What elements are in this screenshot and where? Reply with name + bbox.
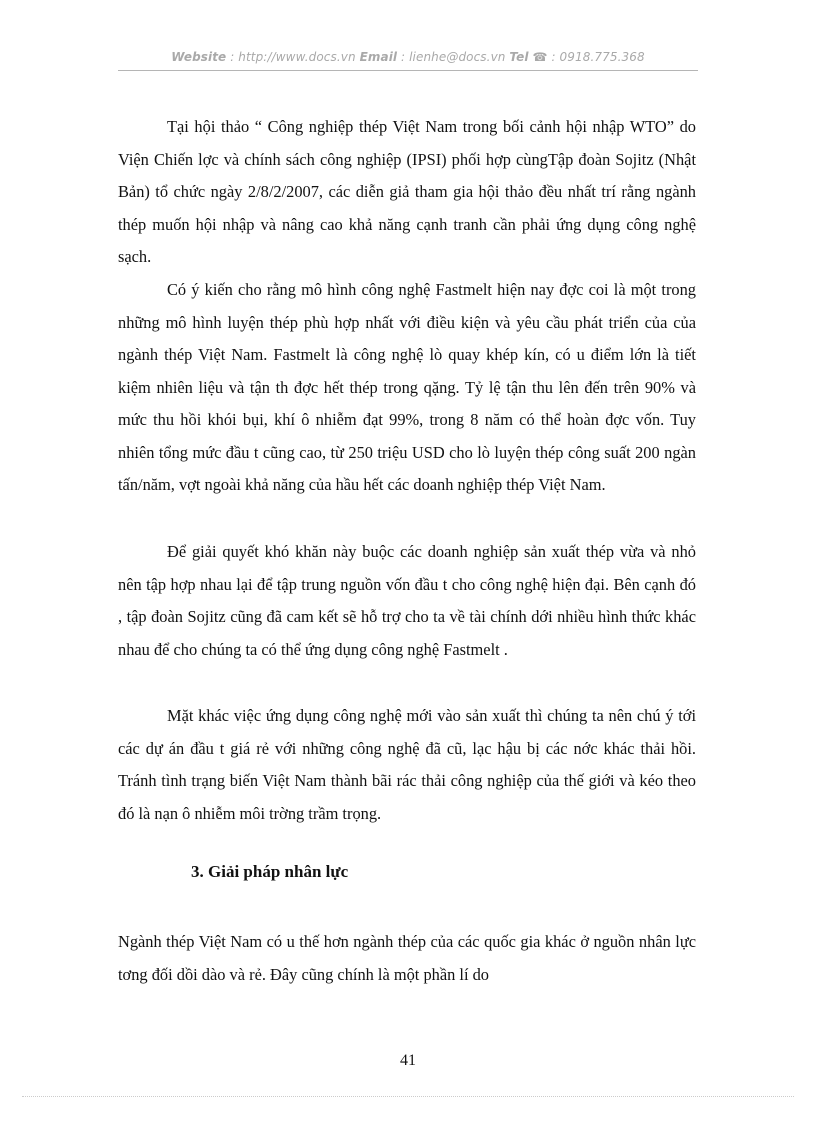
header-divider [118,70,698,71]
page-header [118,50,698,64]
website-url: : http://www.docs.vn [230,50,356,64]
tel-label: Tel [509,50,529,64]
page-number: 41 [400,1052,416,1069]
email-address: : lienhe@docs.vn [401,50,506,64]
paragraph-caution: Mặt khác việc ứng dụng công nghệ mới vào sản xuất thì chúng ta nên chú ý tới các dự án đầu t giá rẻ với những công nghệ đã cũ, lạc hậu bị các nớc khác thải hồi. Tránh tình trạng biến Việt Nam thành bãi rác thải công nghiệp của thế giới và kéo theo đó là nạn ô nhiễm môi trờng trầm trọng. [118,706,696,823]
section-heading: 3. Giải pháp nhân lực [191,862,349,881]
paragraph-fastmelt: Có ý kiến cho rằng mô hình công nghệ Fastmelt hiện nay đợc coi là một trong những mô hình luyện thép phù hợp nhất với điều kiện và yêu cầu phát triển của của ngành thép Việt Nam. Fastmelt là công nghệ lò quay khép kín, có u điểm lớn là tiết kiệm nhiên liệu và tận th đợc hết thép trong qặng. Tỷ lệ tận thu lên đến trên 90% và mức thu hồi khói bụi, khí ô nhiễm đạt 99%, trong 8 năm có thể hoàn đợc vốn. Tuy nhiên tổng mức đầu t cũng cao, từ 250 triệu USD cho lò luyện thép công suất 200 ngàn tấn/năm, vợt ngoài khả năng của hầu hết các doanh nghiệp thép Việt Nam. [118,280,696,494]
email-label: Email [359,50,398,64]
phone-number: ☎ : 0918.775.368 [532,50,645,64]
paragraph-conference: Tại hội thảo “ Công nghiệp thép Việt Nam trong bối cảnh hội nhập WTO” do Viện Chiến lợc và chính sách công nghiệp (IPSI) phối hợp cùngTập đoàn Sojitz (Nhật Bản) tổ chức ngày 2/8/2/2007, các diễn giả tham gia hội thảo đều nhất trí rằng ngành thép muốn hội nhập và nâng cao khả năng cạnh tranh cần phải ứng dụng công nghệ sạch. [118,117,696,266]
footer-divider [22,1096,794,1097]
paragraph-solution: Để giải quyết khó khăn này buộc các doanh nghiệp sản xuất thép vừa và nhỏ nên tập hợp nhau lại để tập trung nguồn vốn đầu t cho công nghệ hiện đại. Bên cạnh đó , tập đoàn Sojitz cũng đã cam kết sẽ hỗ trợ cho ta về tài chính dới nhiều hình thức khác nhau để cho chúng ta có thể ứng dụng công nghệ Fastmelt . [118,542,696,659]
website-label: Website [171,50,227,64]
paragraph-human-resources: Ngành thép Việt Nam có u thế hơn ngành thép của các quốc gia khác ở nguồn nhân lực tơng đối dồi dào và rẻ. Đây cũng chính là một phần lí do [118,932,696,984]
